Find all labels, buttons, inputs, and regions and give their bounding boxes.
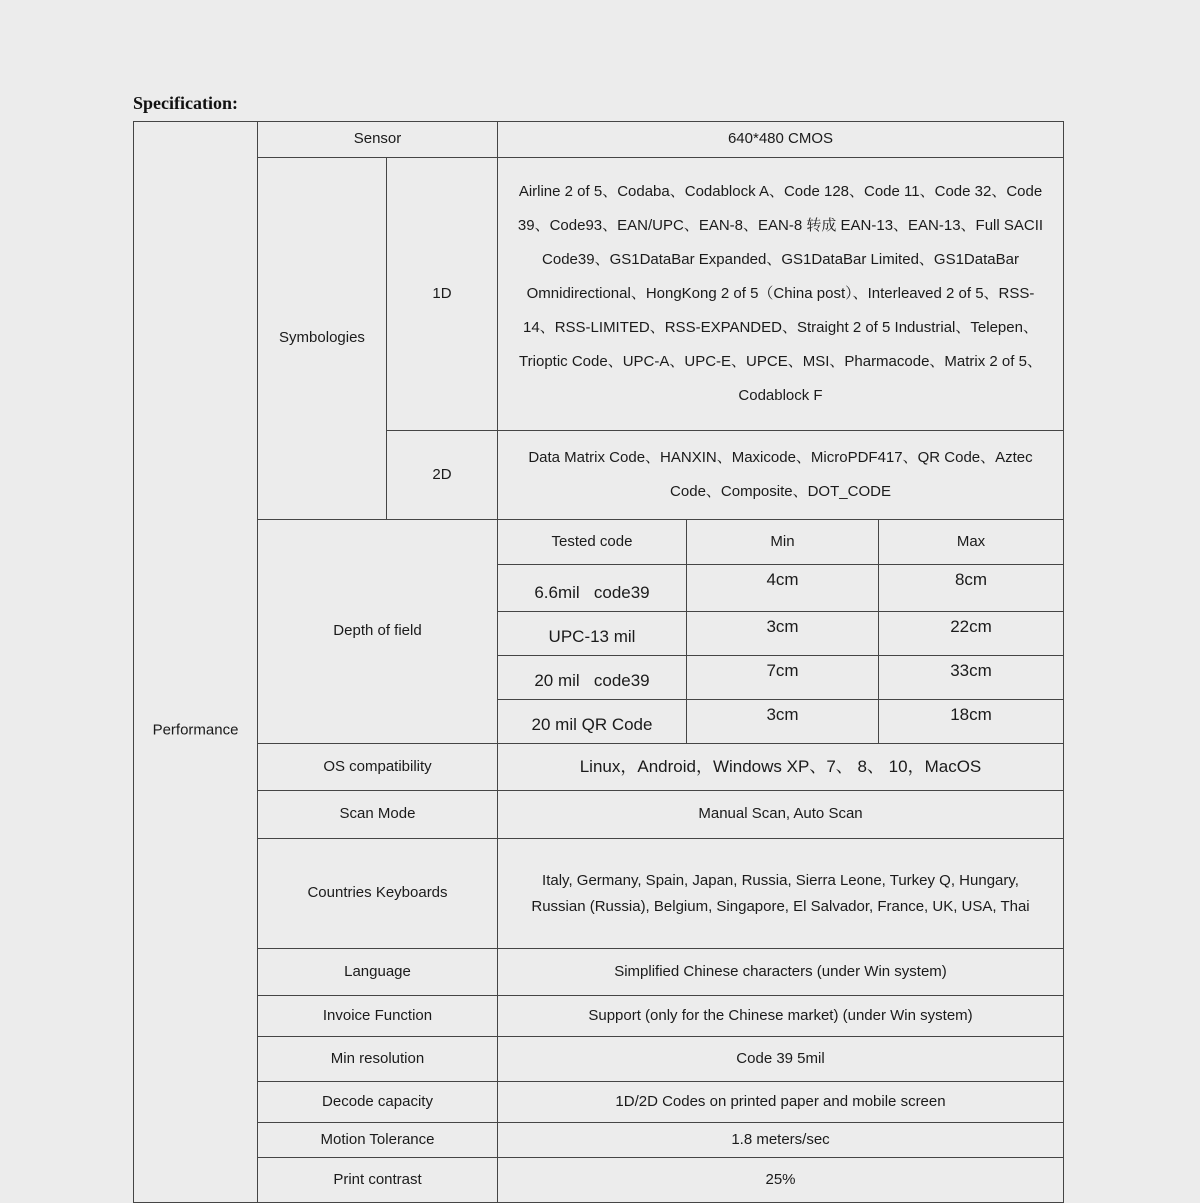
performance-cell [134, 122, 258, 1203]
depth-row-min: 4cm [687, 565, 879, 612]
spec-value-decode-capacity: 1D/2D Codes on printed paper and mobile screen [498, 1082, 1064, 1123]
symbologies-1d-codes: Airline 2 of 5、Codaba、Codablock A、Code 128、Code 11、Code 32、Code 39、Code93、EAN/UPC、EAN-8、EAN-8 转成 EAN-13、EAN-13、Full SACII Code39、GS1DataBar Expanded、GS1DataBar Limited、GS1DataBar Omnidirectional、HongKong 2 of 5（China post）、Interleaved 2 of 5、RSS-14、RSS-LIMITED、RSS-EXPANDED、Straight 2 of 5 Industrial、Telepen、Trioptic Code、UPC-A、UPC-E、UPCE、MSI、Pharmacode、Matrix 2 of 5、Codablock F [498, 158, 1064, 431]
spec-value-motion-tolerance: 1.8 meters/sec [498, 1123, 1064, 1158]
sensor-value: 640*480 CMOS [498, 122, 1064, 158]
depth-row-tested-code: 20 mil code39 [498, 656, 687, 700]
depth-row-max: 18cm [879, 700, 1064, 744]
spec-value-countries-keyboards: Italy, Germany, Spain, Japan, Russia, Sierra Leone, Turkey Q, Hungary, Russian (Russia), Belgium, Singapore, El Salvador, France, UK, USA, Thai [498, 839, 1064, 949]
depth-row-max: 22cm [879, 612, 1064, 656]
spec-label-motion-tolerance: Motion Tolerance [258, 1123, 498, 1158]
depth-row-max: 8cm [879, 565, 1064, 612]
performance-label: Performance [152, 721, 239, 739]
depth-of-field-label: Depth of field [258, 520, 498, 744]
spec-label-min-resolution: Min resolution [258, 1037, 498, 1082]
symbologies-label: Symbologies [258, 158, 387, 520]
spec-value-language: Simplified Chinese characters (under Win system) [498, 949, 1064, 996]
spec-label-scan-mode: Scan Mode [258, 791, 498, 839]
depth-row-min: 7cm [687, 656, 879, 700]
depth-col-tested-code: Tested code [498, 520, 687, 565]
specification-table [133, 121, 1064, 1203]
spec-value-os-compatibility: Linux，Android，Windows XP、7、 8、 10，MacOS [498, 744, 1064, 791]
spec-label-language: Language [258, 949, 498, 996]
depth-row-tested-code: 6.6mil code39 [498, 565, 687, 612]
spec-label-os-compatibility: OS compatibility [258, 744, 498, 791]
depth-row-min: 3cm [687, 612, 879, 656]
spec-label-invoice-function: Invoice Function [258, 996, 498, 1037]
page-title: Specification: [133, 93, 238, 113]
depth-row-min: 3cm [687, 700, 879, 744]
depth-row-tested-code: UPC-13 mil [498, 612, 687, 656]
symbologies-2d-codes: Data Matrix Code、HANXIN、Maxicode、MicroPDF417、QR Code、Aztec Code、Composite、DOT_CODE [498, 431, 1064, 520]
spec-label-countries-keyboards: Countries Keyboards [258, 839, 498, 949]
symbologies-2d-label: 2D [387, 431, 498, 520]
sensor-label: Sensor [258, 122, 498, 158]
spec-label-print-contrast: Print contrast [258, 1158, 498, 1203]
depth-col-min: Min [687, 520, 879, 565]
depth-col-max: Max [879, 520, 1064, 565]
spec-value-scan-mode: Manual Scan, Auto Scan [498, 791, 1064, 839]
depth-row-tested-code: 20 mil QR Code [498, 700, 687, 744]
depth-row-max: 33cm [879, 656, 1064, 700]
spec-label-decode-capacity: Decode capacity [258, 1082, 498, 1123]
spec-value-print-contrast: 25% [498, 1158, 1064, 1203]
spec-value-min-resolution: Code 39 5mil [498, 1037, 1064, 1082]
symbologies-1d-label: 1D [387, 158, 498, 431]
spec-value-invoice-function: Support (only for the Chinese market) (under Win system) [498, 996, 1064, 1037]
